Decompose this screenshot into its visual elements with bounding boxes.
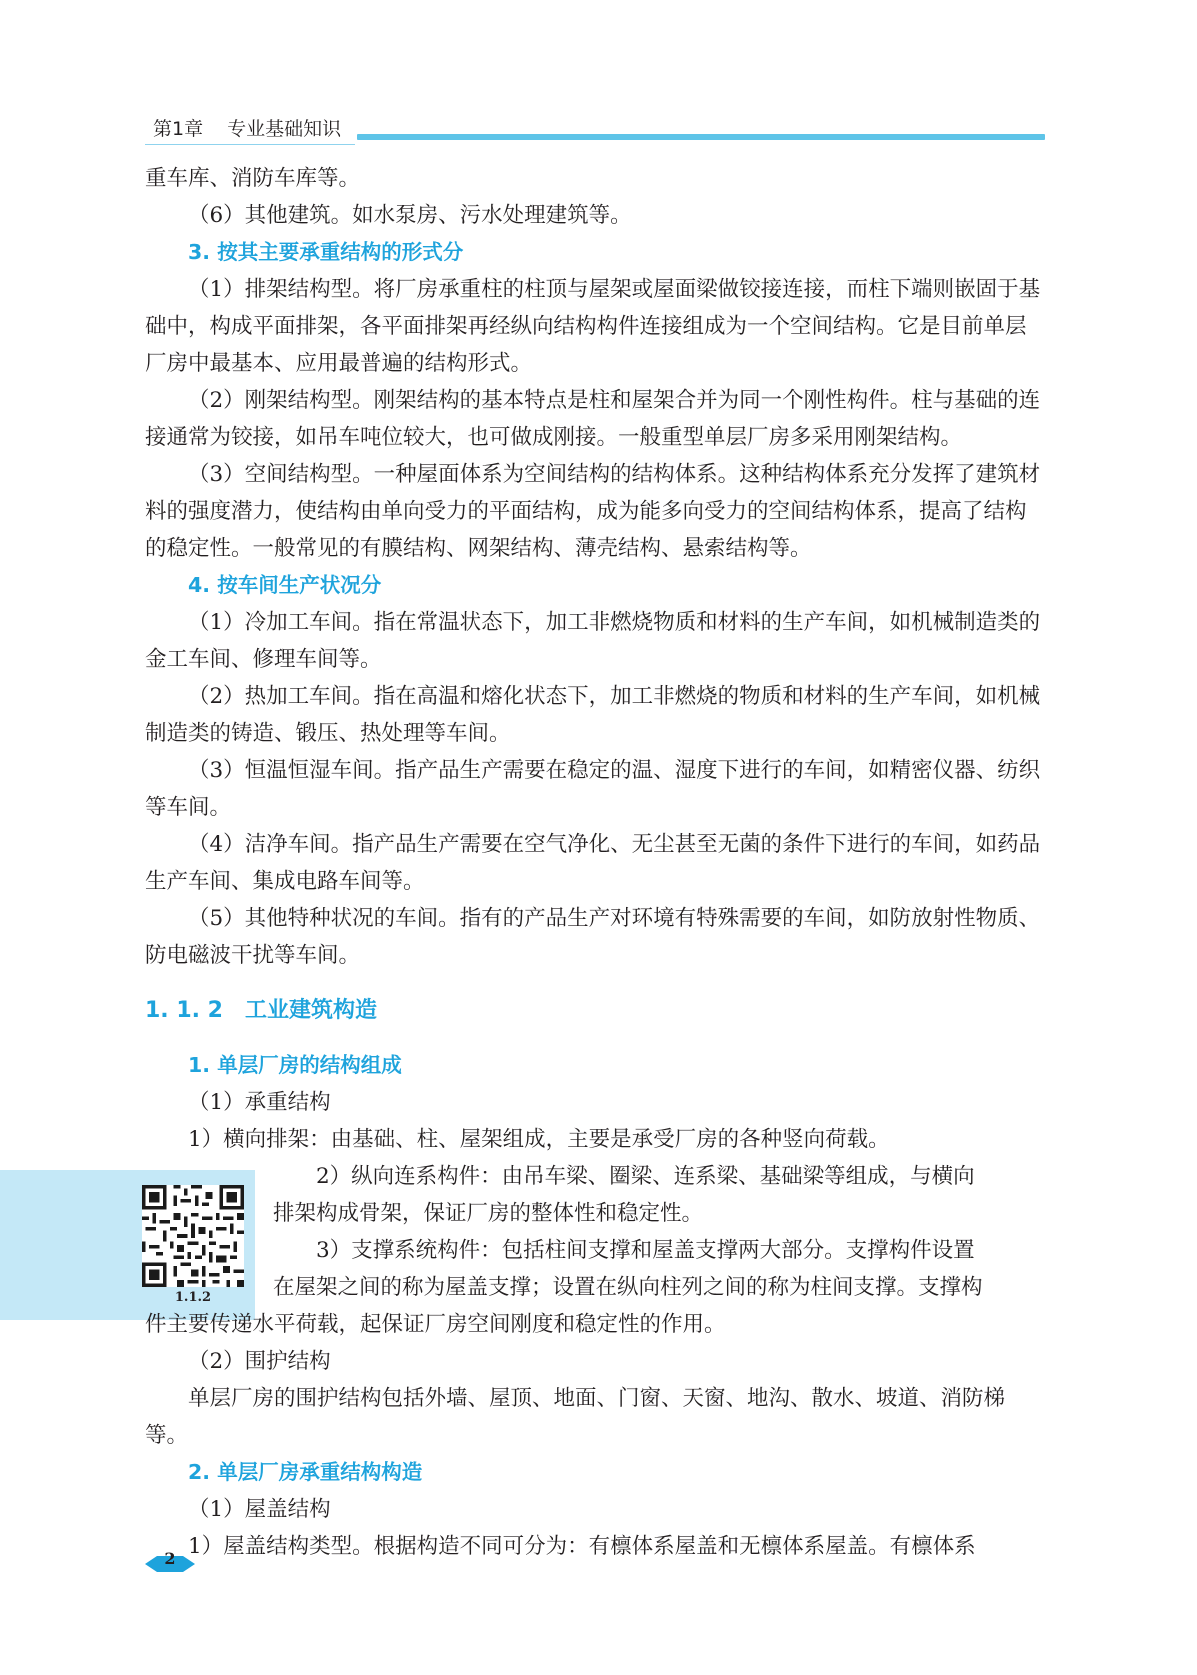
paragraph: 1）横向排架：由基础、柱、屋架组成，主要是承受厂房的各种竖向荷载。 — [188, 1127, 890, 1152]
chapter-label: 第1章 — [153, 118, 204, 140]
paragraph: （3）空间结构型。一种屋面体系为空间结构的结构体系。这种结构体系充分发挥了建筑材料的强度潜力，使结构由单向受力的平面结构，成为能多向受力的空间结构体系，提高了结构的稳定性。一般常见的有膜结构、网架结构、薄壳结构、悬索结构等。 — [145, 462, 1041, 561]
paragraph: 2）纵向连系构件：由吊车梁、圈梁、连系梁、基础梁等组成，与横向 — [316, 1164, 975, 1189]
paragraph: （2）刚架结构型。刚架结构的基本特点是柱和屋架合并为同一个刚性构件。柱与基础的连接通常为铰接，如吊车吨位较大，也可做成刚接。一般重型单层厂房多采用刚架结构。 — [145, 388, 1041, 450]
paragraph: （3）恒温恒湿车间。指产品生产需要在稳定的温、湿度下进行的车间，如精密仪器、纺织等车间。 — [145, 758, 1041, 820]
paragraph: （6）其他建筑。如水泵房、污水处理建筑等。 — [188, 203, 632, 228]
paragraph: （5）其他特种状况的车间。指有的产品生产对环境有特殊需要的车间，如防放射性物质、防电磁波干扰等车间。 — [145, 906, 1041, 968]
qr-caption: 1.1.2 — [174, 1290, 212, 1305]
paragraph: （1）屋盖结构 — [188, 1497, 331, 1522]
paragraph: 件主要传递水平荷载，起保证厂房空间刚度和稳定性的作用。 — [145, 1312, 726, 1337]
subsection-heading: 1. 单层厂房的结构组成 — [188, 1053, 402, 1077]
header-text — [153, 114, 365, 141]
main-content — [145, 160, 1045, 1565]
paragraph: 排架构成骨架，保证厂房的整体性和稳定性。 — [273, 1201, 704, 1226]
subsection-heading: 2. 单层厂房承重结构构造 — [188, 1460, 423, 1484]
paragraph: 3）支撑系统构件：包括柱间支撑和屋盖支撑两大部分。支撑构件设置 — [316, 1238, 975, 1263]
subsection-heading: 3. 按其主要承重结构的形式分 — [188, 240, 464, 264]
page-number: 2 — [164, 1549, 176, 1568]
paragraph: （2）围护结构 — [188, 1349, 331, 1374]
paragraph: （2）热加工车间。指在高温和熔化状态下，加工非燃烧的物质和材料的生产车间，如机械制造类的铸造、锻压、热处理等车间。 — [145, 684, 1041, 746]
paragraph: （4）洁净车间。指产品生产需要在空气净化、无尘甚至无菌的条件下进行的车间，如药品生产车间、集成电路车间等。 — [145, 832, 1041, 894]
header-rule — [357, 134, 1045, 140]
page-number-badge — [145, 1549, 195, 1575]
subsection-heading: 4. 按车间生产状况分 — [188, 573, 382, 597]
paragraph: （1）承重结构 — [188, 1090, 331, 1115]
paragraph: 单层厂房的围护结构包括外墙、屋顶、地面、门窗、天窗、地沟、散水、坡道、消防梯等。 — [145, 1386, 1006, 1448]
paragraph: 在屋架之间的称为屋盖支撑；设置在纵向柱列之间的称为柱间支撑。支撑构 — [273, 1275, 983, 1300]
paragraph: （1）排架结构型。将厂房承重柱的柱顶与屋架或屋面梁做铰接连接，而柱下端则嵌固于基础中，构成平面排架，各平面排架再经纵向结构构件连接组成为一个空间结构。它是目前单层厂房中最基本、应用最普遍的结构形式。 — [145, 277, 1041, 376]
paragraph: 1）屋盖结构类型。根据构造不同可分为：有檩体系屋盖和无檩体系屋盖。有檩体系 — [188, 1534, 976, 1559]
paragraph: 重车库、消防车库等。 — [145, 166, 361, 191]
header-underline — [145, 144, 355, 145]
paragraph: （1）冷加工车间。指在常温状态下，加工非燃烧物质和材料的生产车间，如机械制造类的金工车间、修理车间等。 — [145, 610, 1041, 672]
section-heading: 1. 1. 2 工业建筑构造 — [145, 998, 377, 1023]
chapter-title: 专业基础知识 — [227, 118, 342, 140]
running-header — [145, 108, 1045, 148]
